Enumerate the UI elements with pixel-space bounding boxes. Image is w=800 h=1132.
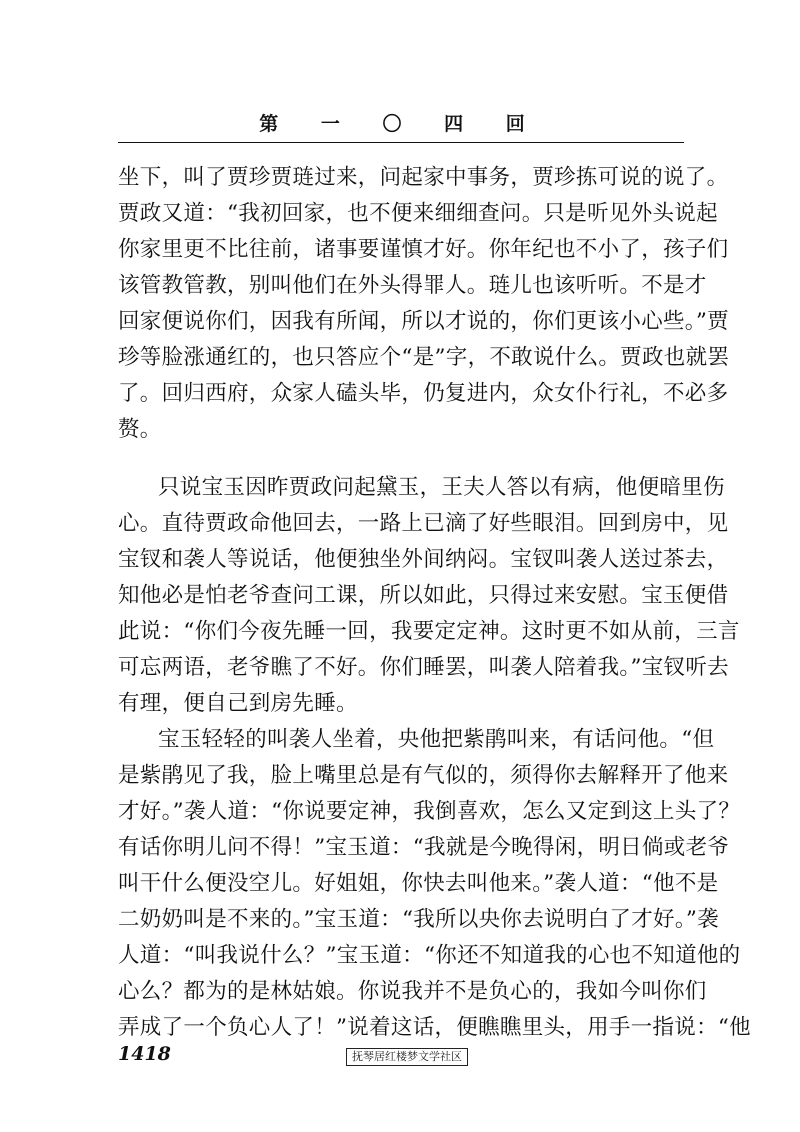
text-line: 心么？都为的是林姑娘。你说我并不是负心的，我如今叫你们 bbox=[118, 979, 707, 1004]
text-line: 此说：“你们今夜先睡一回，我要定定神。这时更不如从前，三言 bbox=[118, 619, 740, 644]
text-line: 有话你明儿问不得！”宝玉道：“我就是今晚得闲，明日倘或老爷 bbox=[118, 835, 730, 860]
text-line: 该管教管教，别叫他们在外头得罪人。琏儿也该听听。不是才 bbox=[118, 273, 707, 298]
text-line: 贾政又道：“我初回家，也不便来细细查问。只是听见外头说起 bbox=[118, 201, 718, 226]
text-line: 了。回归西府，众家人磕头毕，仍复进内，众女仆行礼，不必多 bbox=[118, 381, 729, 406]
text-line: 坐下，叫了贾珍贾琏过来，问起家中事务，贾珍拣可说的说了。 bbox=[118, 165, 729, 190]
watermark-stamp: 抚琴居红楼梦文学社区 bbox=[346, 1048, 468, 1066]
text-line: 珍等脸涨通红的，也只答应个“是”字，不敢说什么。贾政也就罢 bbox=[118, 345, 730, 370]
text-line: 你家里更不比往前，诸事要谨慎才好。你年纪也不小了，孩子们 bbox=[118, 237, 729, 262]
text-line: 二奶奶叫是不来的。”宝玉道：“我所以央你去说明白了才好。”袭 bbox=[118, 907, 719, 932]
text-line: 才好。”袭人道：“你说要定神，我倒喜欢，怎么又定到这上头了？ bbox=[118, 799, 741, 824]
text-line: 叫干什么便没空儿。好姐姐，你快去叫他来。”袭人道：“他不是 bbox=[118, 871, 719, 896]
text-line: 赘。 bbox=[118, 417, 162, 442]
text-line: 有理，便自己到房先睡。 bbox=[118, 691, 358, 716]
page-number: 1418 bbox=[118, 1043, 171, 1065]
text-line: 回家便说你们，因我有所闻，所以才说的，你们更该小心些。”贾 bbox=[118, 309, 729, 334]
chapter-header: 第 一 〇 四 回 bbox=[259, 113, 543, 135]
text-line: 是紫鹃见了我，脸上嘴里总是有气似的，须得你去解释开了他来 bbox=[118, 763, 729, 788]
text-line: 弄成了一个负心人了！”说着这话，便瞧瞧里头，用手一指说：“他 bbox=[118, 1015, 751, 1040]
text-line: 人道：“叫我说什么？”宝玉道：“你还不知道我的心也不知道他的 bbox=[118, 943, 741, 968]
text-line: 可忘两语，老爷瞧了不好。你们睡罢，叫袭人陪着我。”宝钗听去 bbox=[118, 655, 729, 680]
text-line: 宝玉轻轻的叫袭人坐着，央他把紫鹃叫来，有话问他。“但 bbox=[158, 727, 715, 752]
text-line: 宝钗和袭人等说话，他便独坐外间纳闷。宝钗叫袭人送过茶去， bbox=[118, 547, 729, 572]
text-line: 知他必是怕老爷查问工课，所以如此，只得过来安慰。宝玉便借 bbox=[118, 583, 729, 608]
header-rule bbox=[118, 142, 684, 143]
text-line: 心。直待贾政命他回去，一路上已滴了好些眼泪。回到房中，见 bbox=[118, 511, 729, 536]
text-line: 只说宝玉因昨贾政问起黛玉，王夫人答以有病，他便暗里伤 bbox=[158, 475, 725, 500]
